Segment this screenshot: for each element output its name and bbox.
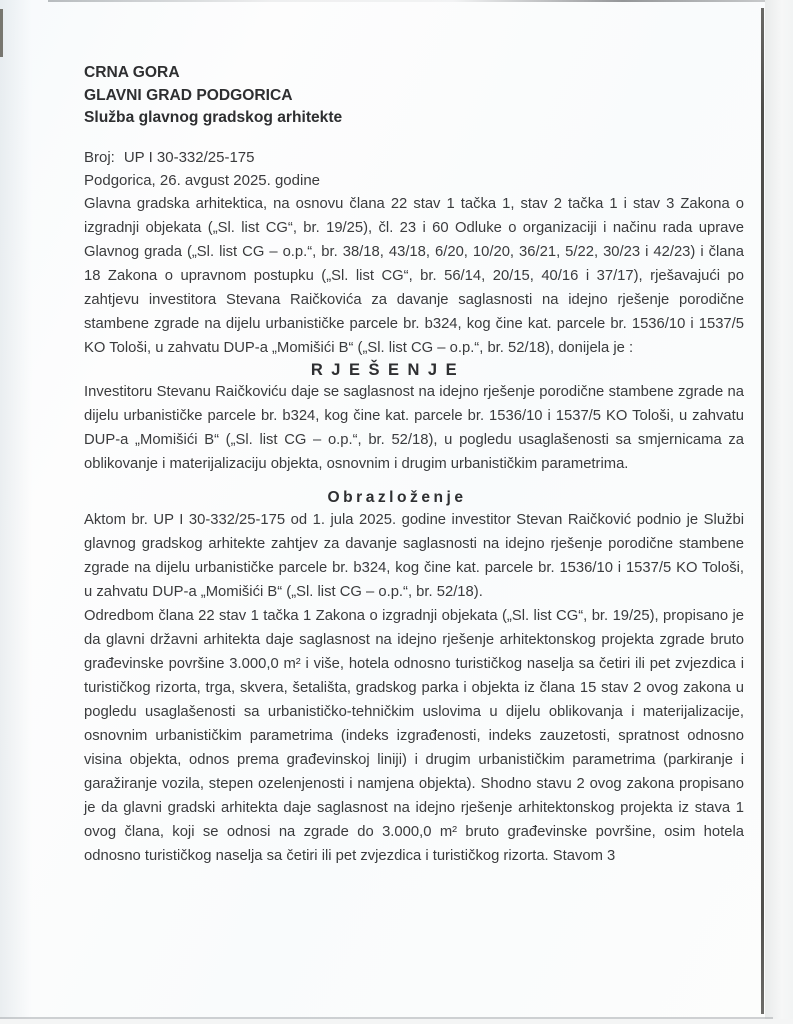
intro-paragraph: Glavna gradska arhitektica, na osnovu člana 22 stav 1 tačka 1, stav 2 tačka 1 i stav 3 Zakona o izgradnji objekata („Sl. list CG“, br. 19/25), čl. 23 i 60 Odluke o organizaciji i načinu rada uprave Glavnog grada („Sl. list CG – o.p.“, br. 38/18, 43/18, 6/20, 10/20, 36/21, 5/22, 30/23 i 42/23) i člana 18 Zakona o upravnom postupku („Sl. list CG“, br. 56/14, 20/15, 40/16 i 37/17), rješavajući po zahtjevu investitora Stevana Raičkovića za davanje saglasnosti na idejno rješenje porodične stambene zgrade na dijelu urbanističke parcele br. b324, kog čine kat. parcele br. 1536/10 i 1537/5 KO Tološi, u zahvatu DUP-a „Momišići B“ („Sl. list CG – o.p.“, br. 52/18), donijela je :: [84, 195, 744, 356]
explanation-paragraph-2: Odredbom člana 22 stav 1 tačka 1 Zakona o izgradnji objekata („Sl. list CG“, br. 19/25), propisano je da glavni državni arhitekta daje saglasnost na idejno rješenje arhitektonskog projekta zgrade bruto građevinske površine 3.000,0 m² i više, hotela odnosno turističkog naselja sa četiri ili pet zvjezdica i turističkog rizorta, trga, skvera, šetališta, gradskog parka i objekta iz člana 15 stav 2 ovog zakona u pogledu usaglašenosti sa urbanističko-tehničkim uslovima u dijelu oblikovanja i materijalizacije, osnovnim urbanističkim parametrima (indeks izgrađenosti, indeks zauzetosti, spratnost odnosno visina objekta, odnos prema građevinskoj liniji) i drugim urbanističkim parametrima (parkiranje i garažiranje vozila, stepen ozelenjenosti i namjena objekta). Shodno stavu 2 ovog zakona propisano je da glavni gradski arhitekta daje saglasnost na idejno rješenje arhitektonskog projekta iz stava 1 ovog člana, koji se odnosi na zgrade do 3.000,0 m² bruto građevinske površine, osim hotela odnosno turističkog naselja sa četiri ili pet zvjezdica i turističkog rizorta. Stavom 3: [84, 607, 744, 864]
scan-right-edge-line: [761, 8, 764, 1014]
explanation-paragraph-1: Aktom br. UP I 30-332/25-175 od 1. jula 2025. godine investitor Stevan Raičković podnio je Službi glavnog gradskog arhitekte zahtjev za davanje saglasnosti na idejno rješenje porodične stambene zgrade na dijelu urbanističke parcele br. b324, kog čine kat. parcele br. 1536/10 i 1537/5 KO Tološi, u zahvatu DUP-a „Momišići B“ („Sl. list CG – o.p.“, br. 52/18).: [84, 511, 744, 600]
case-number-label: Broj:: [84, 148, 115, 166]
explanation-title: Obrazloženje: [327, 488, 467, 506]
letterhead-department: Služba glavnog gradskog arhitekte: [84, 109, 343, 126]
case-number-line: [84, 146, 744, 169]
case-number-value: UP I 30-332/25-175: [123, 148, 255, 166]
scan-top-edge-line: [48, 0, 785, 2]
scan-bottom-edge-line: [0, 1017, 773, 1019]
letterhead: [84, 62, 744, 130]
scan-left-edge-mark: [0, 9, 3, 57]
scan-bottom-margin: [0, 1019, 793, 1024]
letterhead-country: CRNA GORA: [84, 64, 180, 81]
document-body: [84, 62, 744, 868]
letterhead-city: GLAVNI GRAD PODGORICA: [84, 86, 293, 104]
decision-title: RJEŠENJE: [310, 360, 466, 379]
decision-paragraph: Investitoru Stevanu Raičkoviću daje se saglasnost na idejno rješenje porodične stambene zgrade na dijelu urbanističke parcele br. b324, kog čine kat. parcele br. 1536/10 i 1537/5 KO Tološi, u zahvatu DUP-a „Momišići B“ („Sl. list CG – o.p.“, br. 52/18), u pogledu usaglašenosti sa smjernicama za oblikovanje i materijalizaciju objekta, osnovnim i drugim urbanističkim parametrima.: [84, 383, 744, 472]
place-date-line: Podgorica, 26. avgust 2025. godine: [84, 171, 321, 189]
scan-right-margin: [765, 0, 793, 1024]
scan-left-shadow: [0, 0, 32, 1024]
reference-block: [84, 146, 744, 192]
